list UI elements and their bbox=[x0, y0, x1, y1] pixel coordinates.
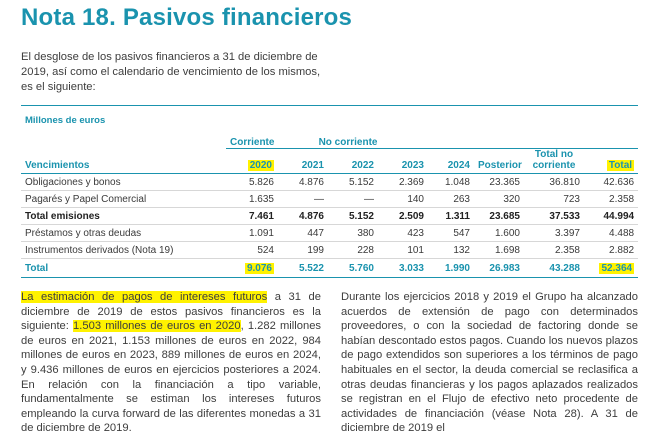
cell-2023: 101 bbox=[378, 242, 428, 259]
cell-total: 2.882 bbox=[584, 242, 638, 259]
cell-2022: 228 bbox=[328, 242, 378, 259]
cell-2022: 380 bbox=[328, 225, 378, 242]
cell-2020: 9.076 bbox=[226, 259, 278, 278]
header-2022: 2022 bbox=[328, 149, 378, 174]
cell-2024: 132 bbox=[428, 242, 474, 259]
row-label: Total bbox=[21, 259, 226, 278]
cell-total-no-corriente: 723 bbox=[524, 191, 584, 208]
cell-2023: 2.509 bbox=[378, 208, 428, 225]
row-label: Total emisiones bbox=[21, 208, 226, 225]
cell-2024: 1.048 bbox=[428, 174, 474, 191]
table-row bbox=[21, 174, 638, 191]
cell-total-no-corriente: 36.810 bbox=[524, 174, 584, 191]
table-row bbox=[21, 242, 638, 259]
table-units: Millones de euros bbox=[25, 115, 106, 126]
cell-total: 42.636 bbox=[584, 174, 638, 191]
cell-2020: 524 bbox=[226, 242, 278, 259]
cell-2022: 5.152 bbox=[328, 174, 378, 191]
cell-total-no-corriente: 2.358 bbox=[524, 242, 584, 259]
header-posterior: Posterior bbox=[474, 149, 524, 174]
highlighted-text: La estimación de pagos de intereses futuros bbox=[21, 291, 268, 303]
table-row-total bbox=[21, 259, 638, 278]
cell-2023: 140 bbox=[378, 191, 428, 208]
table-column-headers bbox=[21, 149, 638, 174]
highlighted-text: 1.503 millones de euros en 2020 bbox=[73, 320, 241, 333]
cell-total: 52.364 bbox=[584, 259, 638, 278]
header-vencimientos: Vencimientos bbox=[21, 149, 226, 174]
cell-2022: — bbox=[328, 191, 378, 208]
cell-2021: 447 bbox=[278, 225, 328, 242]
table-row bbox=[21, 191, 638, 208]
group-noncurrent: No corriente bbox=[278, 130, 638, 149]
cell-posterior: 1.698 bbox=[474, 242, 524, 259]
table-top-rule bbox=[21, 105, 638, 106]
cell-posterior: 23.685 bbox=[474, 208, 524, 225]
row-label: Pagarés y Papel Comercial bbox=[21, 191, 226, 208]
financial-liabilities-table bbox=[21, 130, 638, 278]
header-2023: 2023 bbox=[378, 149, 428, 174]
cell-2021: 4.876 bbox=[278, 174, 328, 191]
table-row bbox=[21, 225, 638, 242]
cell-posterior: 320 bbox=[474, 191, 524, 208]
cell-total-no-corriente: 37.533 bbox=[524, 208, 584, 225]
cell-total: 2.358 bbox=[584, 191, 638, 208]
header-total: Total bbox=[584, 149, 638, 174]
intro-paragraph: El desglose de los pasivos financieros a 31 de diciembre de 2019, así como el calendario de vencimiento de los mismos, es el siguiente: bbox=[21, 51, 321, 93]
cell-posterior: 1.600 bbox=[474, 225, 524, 242]
cell-total: 4.488 bbox=[584, 225, 638, 242]
cell-2024: 263 bbox=[428, 191, 474, 208]
cell-2020: 1.635 bbox=[226, 191, 278, 208]
header-2021: 2021 bbox=[278, 149, 328, 174]
row-label: Instrumentos derivados (Nota 19) bbox=[21, 242, 226, 259]
cell-2024: 547 bbox=[428, 225, 474, 242]
table-group-header bbox=[21, 130, 638, 149]
row-label: Obligaciones y bonos bbox=[21, 174, 226, 191]
payment-extension-paragraph: Durante los ejercicios 2018 y 2019 el Grupo ha alcanzado acuerdos de extensión de pago con determinados proveedores, o con la sociedad de factoring donde se habían descontado estos pagos. Cuando los nuevos plazos de pago extendidos son superiores a los términos de pago habituales en el sector, la deuda comercial se reclasifica a otras deudas financieras y los pagos aplazados realizados se registran en el Flujo de efectivo neto procedente de actividades de financiación (véase Nota 28). A 31 de diciembre de 2019 el bbox=[341, 291, 638, 435]
cell-2020: 5.826 bbox=[226, 174, 278, 191]
cell-2024: 1.311 bbox=[428, 208, 474, 225]
cell-2023: 2.369 bbox=[378, 174, 428, 191]
header-2020: 2020 bbox=[226, 149, 278, 174]
cell-total-no-corriente: 43.288 bbox=[524, 259, 584, 278]
cell-total: 44.994 bbox=[584, 208, 638, 225]
header-2024: 2024 bbox=[428, 149, 474, 174]
cell-2023: 423 bbox=[378, 225, 428, 242]
page-title: Nota 18. Pasivos financieros bbox=[21, 4, 353, 31]
cell-2020: 1.091 bbox=[226, 225, 278, 242]
cell-posterior: 23.365 bbox=[474, 174, 524, 191]
cell-2021: — bbox=[278, 191, 328, 208]
cell-2022: 5.152 bbox=[328, 208, 378, 225]
cell-2021: 5.522 bbox=[278, 259, 328, 278]
row-label: Préstamos y otras deudas bbox=[21, 225, 226, 242]
cell-2022: 5.760 bbox=[328, 259, 378, 278]
cell-2023: 3.033 bbox=[378, 259, 428, 278]
table-row-subtotal bbox=[21, 208, 638, 225]
cell-2021: 4.876 bbox=[278, 208, 328, 225]
cell-2020: 7.461 bbox=[226, 208, 278, 225]
cell-total-no-corriente: 3.397 bbox=[524, 225, 584, 242]
cell-2021: 199 bbox=[278, 242, 328, 259]
header-total-no-corriente: Total no corriente bbox=[524, 149, 584, 174]
interest-estimate-paragraph: La estimación de pagos de intereses futuros a 31 de diciembre de 2019 de estos pasivos financieros es la siguiente: 1.503 millones de euros en 2020, 1.282 millones de euros en 2021, 1.153 millones de euros en 2022, 984 millones de euros en 2023, 889 millones de euros en 2024, y 9.436 millones de euros en ejercicios posteriores a 2024. En relación con la financiación a tipo variable, fundamentalmente se estiman los intereses futuros empleando la curva forward de las diferentes monedas a 31 de diciembre de 2019. bbox=[21, 291, 322, 435]
cell-2024: 1.990 bbox=[428, 259, 474, 278]
group-current: Corriente bbox=[226, 130, 278, 149]
cell-posterior: 26.983 bbox=[474, 259, 524, 278]
